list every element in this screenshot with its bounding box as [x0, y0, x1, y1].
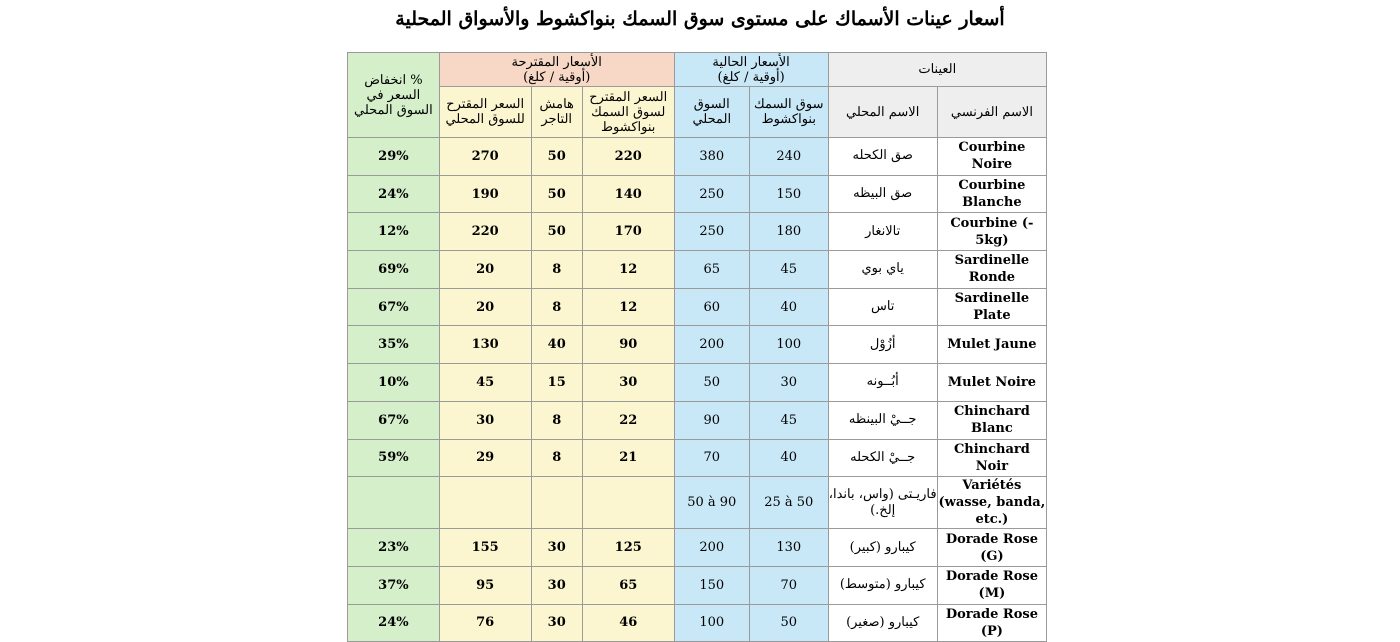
trader-margin-cell: 8: [531, 401, 582, 439]
local-market-price-cell: 70: [674, 439, 749, 477]
table-row: [348, 439, 1047, 477]
local-name-cell: تالانغار: [828, 213, 937, 251]
table-row: [348, 213, 1047, 251]
fish-market-price-cell: 25 à 50: [749, 477, 828, 529]
proposed-fish-price-cell: 170: [582, 213, 674, 251]
local-market-price-cell: 50: [674, 364, 749, 402]
trader-margin-cell: 30: [531, 604, 582, 642]
french-name-cell: Variétés (wasse, banda, etc.): [938, 478, 1046, 528]
proposed-fish-price-cell: 125: [582, 529, 674, 567]
local-market-price-cell: 100: [674, 604, 749, 642]
table-row: [348, 364, 1047, 402]
trader-margin-cell: 50: [531, 175, 582, 213]
table-row: [348, 604, 1047, 642]
table-row: [348, 288, 1047, 326]
proposed-fish-price-cell: 22: [582, 401, 674, 439]
proposed-local-price-cell: 20: [439, 251, 531, 289]
proposed-fish-price-cell: 46: [582, 604, 674, 642]
fish-market-price-cell: 40: [749, 439, 828, 477]
proposed-fish-header-line: لسوق السمك: [591, 104, 666, 120]
fish-market-header-line: سوق السمك: [754, 97, 824, 112]
french-name-cell: Dorade Rose (P): [937, 604, 1046, 642]
table-row: [348, 326, 1047, 364]
local-market-header-line: المحلي: [692, 112, 732, 127]
proposed-fish-price-cell: 12: [582, 251, 674, 289]
french-name-cell: Sardinelle Plate: [937, 288, 1046, 326]
proposed-prices-title: الأسعار المقترحة: [511, 54, 602, 70]
trader-margin-cell: 8: [531, 288, 582, 326]
local-name-cell: أزُوْل: [828, 326, 937, 364]
local-name-cell: كيبارو (صغير): [828, 604, 937, 642]
proposed-local-header-line: للسوق المحلي: [445, 112, 525, 127]
margin-header-line: هامش: [539, 97, 574, 112]
reduction-cell: 12%: [348, 213, 440, 251]
proposed-local-price-cell: 270: [439, 138, 531, 176]
current-prices-title: الأسعار الحالية: [712, 54, 790, 70]
reduction-cell: 37%: [348, 566, 440, 604]
local-market-price-cell: 200: [674, 529, 749, 567]
proposed-fish-price-cell: 65: [582, 566, 674, 604]
fish-market-header: [749, 87, 828, 138]
trader-margin-cell: [531, 477, 582, 529]
fish-market-price-cell: 70: [749, 566, 828, 604]
reduction-cell: 69%: [348, 251, 440, 289]
french-name-cell: Dorade Rose (G): [937, 529, 1046, 567]
fish-market-price-cell: 180: [749, 213, 828, 251]
french-name-header: الاسم الفرنسي: [937, 87, 1046, 138]
reduction-header-line: السوق المحلي: [354, 102, 433, 118]
proposed-local-price-cell: 76: [439, 604, 531, 642]
proposed-local-price-cell: 130: [439, 326, 531, 364]
french-name-cell: Sardinelle Ronde: [937, 251, 1046, 289]
fish-market-price-cell: 50: [749, 604, 828, 642]
fish-market-header-line: بنواكشوط: [761, 112, 816, 127]
proposed-local-price-cell: [439, 477, 531, 529]
local-market-price-cell: 65: [674, 251, 749, 289]
local-market-price-cell: 150: [674, 566, 749, 604]
local-name-cell: أبُــونه: [828, 364, 937, 402]
proposed-fish-price-cell: [582, 477, 674, 529]
fish-price-table: [347, 52, 1047, 642]
french-name-cell: Courbine Blanche: [937, 175, 1046, 213]
table-row: [348, 175, 1047, 213]
reduction-cell: 35%: [348, 326, 440, 364]
fish-market-price-cell: 45: [749, 401, 828, 439]
trader-margin-cell: 50: [531, 138, 582, 176]
trader-margin-cell: 8: [531, 439, 582, 477]
local-name-header: الاسم المحلي: [828, 87, 937, 138]
proposed-fish-price-cell: 30: [582, 364, 674, 402]
proposed-fish-header-line: بنواكشوط: [601, 119, 656, 135]
proposed-fish-price-cell: 140: [582, 175, 674, 213]
trader-margin-header: [531, 87, 582, 138]
french-name-cell: Dorade Rose (M): [937, 566, 1046, 604]
proposed-fish-header-line: السعر المقترح: [589, 89, 668, 105]
local-market-price-cell: 250: [674, 175, 749, 213]
proposed-local-price-cell: 20: [439, 288, 531, 326]
page-title: أسعار عينات الأسماك على مستوى سوق السمك بنواكشوط والأسواق المحلية: [395, 8, 1005, 30]
proposed-local-price-cell: 190: [439, 175, 531, 213]
proposed-fish-market-header: [582, 87, 674, 138]
trader-margin-cell: 50: [531, 213, 582, 251]
proposed-fish-price-cell: 21: [582, 439, 674, 477]
reduction-cell: 10%: [348, 364, 440, 402]
reduction-cell: [348, 477, 440, 529]
proposed-local-price-cell: 29: [439, 439, 531, 477]
local-market-price-cell: 380: [674, 138, 749, 176]
table-row: [348, 251, 1047, 289]
french-name-cell: Courbine Noire: [937, 138, 1046, 176]
local-name-cell: فاريـتى (واس، باندا، إلخ.): [828, 477, 937, 529]
local-name-cell: صق البيظه: [828, 175, 937, 213]
french-name-cell: Chinchard Noir: [937, 439, 1046, 477]
reduction-header-line: % انخفاض: [364, 72, 423, 88]
fish-market-price-cell: 100: [749, 326, 828, 364]
trader-margin-cell: 15: [531, 364, 582, 402]
reduction-header-line: السعر في: [366, 87, 421, 103]
proposed-local-price-cell: 95: [439, 566, 531, 604]
fish-market-price-cell: 150: [749, 175, 828, 213]
reduction-cell: 67%: [348, 401, 440, 439]
reduction-cell: 24%: [348, 604, 440, 642]
proposed-local-price-cell: 220: [439, 213, 531, 251]
table-row: [348, 566, 1047, 604]
trader-margin-cell: 40: [531, 326, 582, 364]
local-market-header-line: السوق: [693, 97, 730, 112]
table-row: [348, 477, 1047, 529]
local-market-price-cell: 90: [674, 401, 749, 439]
local-market-price-cell: 60: [674, 288, 749, 326]
reduction-cell: 23%: [348, 529, 440, 567]
table-row: [348, 401, 1047, 439]
proposed-fish-price-cell: 12: [582, 288, 674, 326]
trader-margin-cell: 8: [531, 251, 582, 289]
table-row: [348, 529, 1047, 567]
trader-margin-cell: 30: [531, 566, 582, 604]
reduction-cell: 67%: [348, 288, 440, 326]
proposed-prices-header: [439, 53, 674, 87]
trader-margin-cell: 30: [531, 529, 582, 567]
fish-market-price-cell: 240: [749, 138, 828, 176]
local-name-cell: صق الكحله: [828, 138, 937, 176]
proposed-local-price-cell: 45: [439, 364, 531, 402]
french-name-cell: Chinchard Blanc: [937, 401, 1046, 439]
local-name-cell: تاس: [828, 288, 937, 326]
local-market-header: [674, 87, 749, 138]
current-prices-unit: (أوقية / كلغ): [717, 69, 785, 85]
table-row: [348, 138, 1047, 176]
french-name-cell: Courbine (- 5kg): [937, 213, 1046, 251]
fish-market-price-cell: 45: [749, 251, 828, 289]
proposed-local-header-line: السعر المقترح: [446, 97, 525, 112]
local-name-cell: جــيْ البينظه: [828, 401, 937, 439]
local-name-cell: ياي بوي: [828, 251, 937, 289]
reduction-header: [348, 53, 440, 138]
fish-market-price-cell: 40: [749, 288, 828, 326]
fish-market-price-cell: 30: [749, 364, 828, 402]
french-name-cell: Mulet Jaune: [937, 326, 1046, 364]
proposed-fish-price-cell: 90: [582, 326, 674, 364]
proposed-prices-unit: (أوقية / كلغ): [523, 69, 591, 85]
local-market-price-cell: 50 à 90: [674, 477, 749, 529]
local-market-price-cell: 200: [674, 326, 749, 364]
fish-market-price-cell: 130: [749, 529, 828, 567]
proposed-local-price-cell: 155: [439, 529, 531, 567]
local-market-price-cell: 250: [674, 213, 749, 251]
margin-header-line: التاجر: [541, 112, 573, 127]
reduction-cell: 29%: [348, 138, 440, 176]
local-name-cell: كيبارو (كبير): [828, 529, 937, 567]
reduction-cell: 24%: [348, 175, 440, 213]
local-name-cell: كيبارو (متوسط): [828, 566, 937, 604]
proposed-fish-price-cell: 220: [582, 138, 674, 176]
current-prices-header: [674, 53, 828, 87]
proposed-local-price-cell: 30: [439, 401, 531, 439]
french-name-cell: Mulet Noire: [937, 364, 1046, 402]
proposed-local-market-header: [439, 87, 531, 138]
samples-header: العينات: [828, 53, 1046, 87]
reduction-cell: 59%: [348, 439, 440, 477]
local-name-cell: جــيْ الكحله: [828, 439, 937, 477]
